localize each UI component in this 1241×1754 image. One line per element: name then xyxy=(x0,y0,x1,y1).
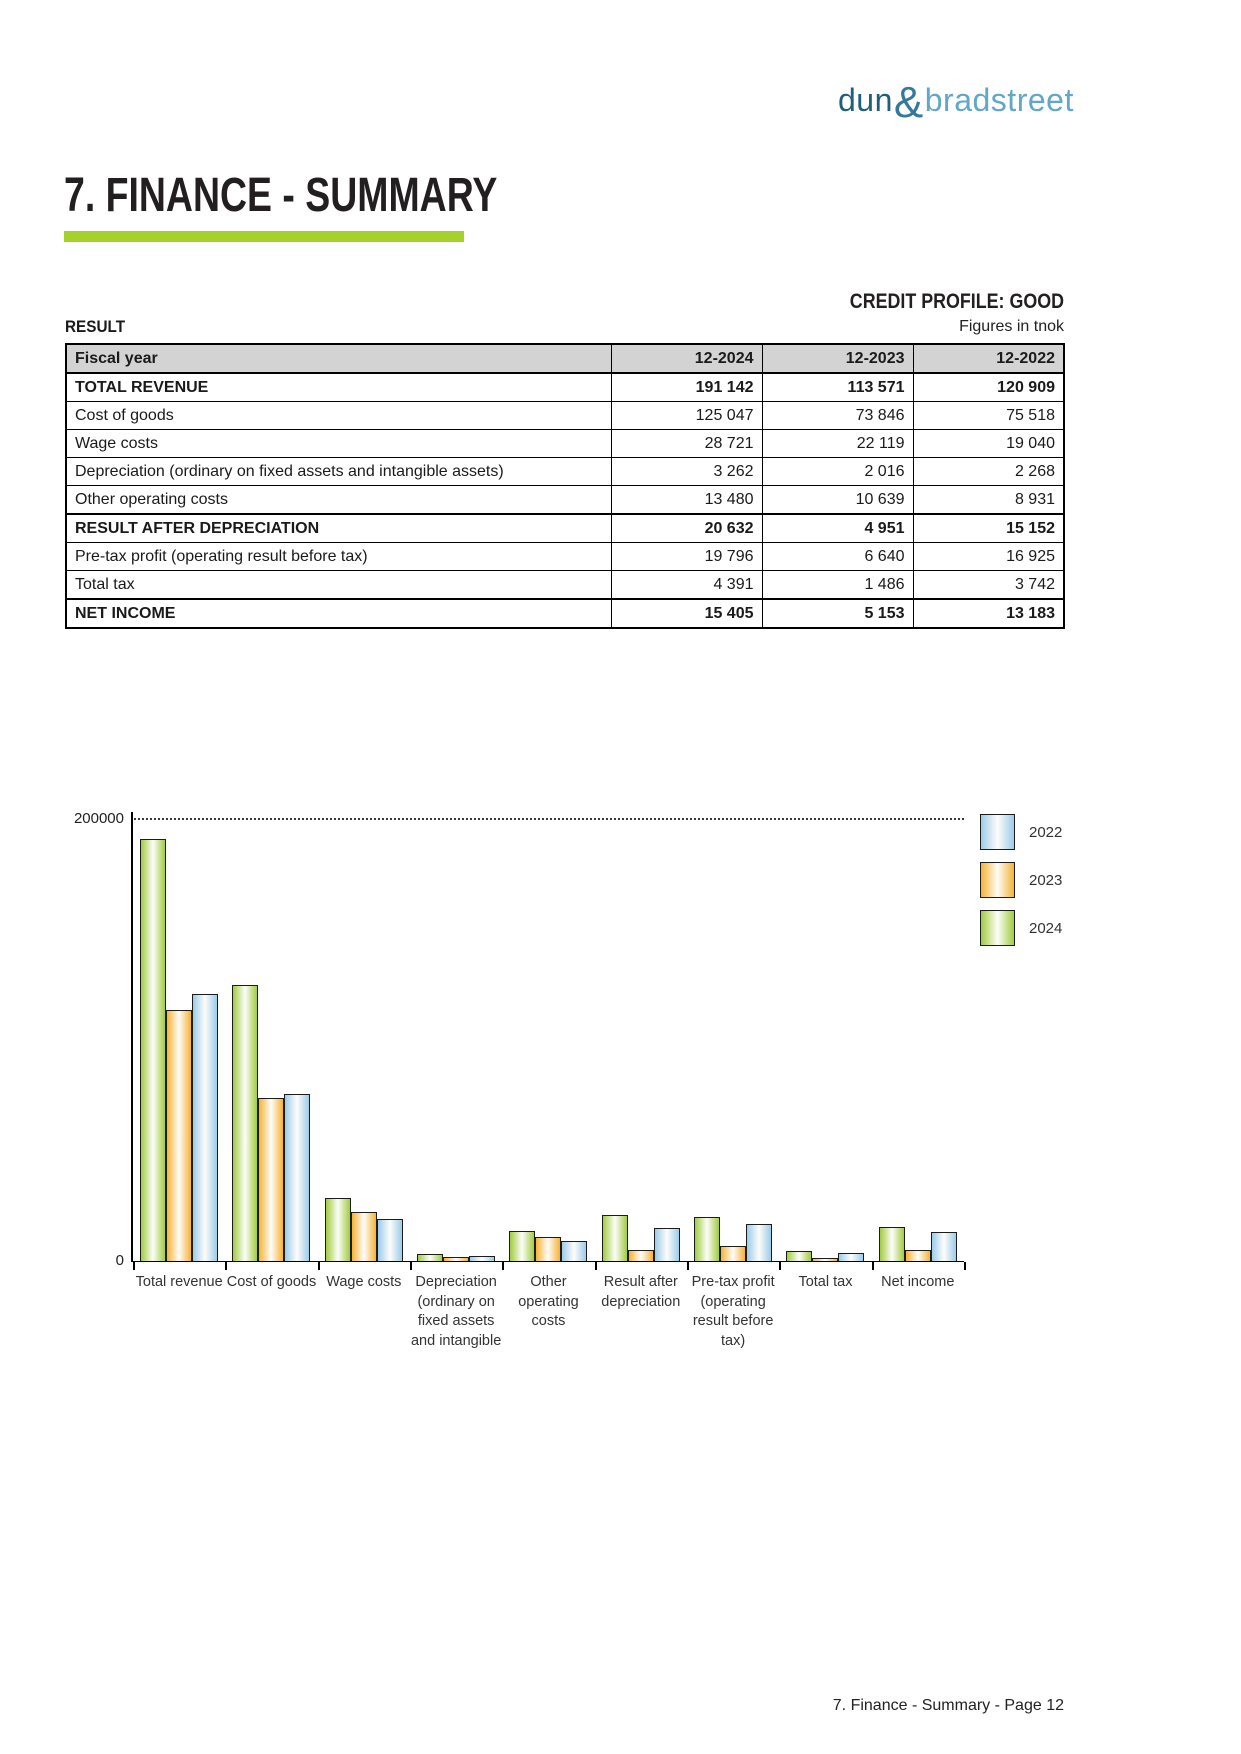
bar-2022 xyxy=(284,1094,310,1261)
title-underline-bar xyxy=(64,231,464,242)
row-value: 20 632 xyxy=(611,514,762,543)
category-label: Wage costs xyxy=(326,1274,402,1290)
bar-2022 xyxy=(561,1241,587,1261)
bar-2023 xyxy=(628,1250,654,1261)
bar-2024 xyxy=(879,1227,905,1261)
row-value: 3 742 xyxy=(913,571,1064,600)
bar-group xyxy=(872,819,964,1290)
bar-2022 xyxy=(931,1232,957,1261)
row-value: 125 047 xyxy=(611,402,762,430)
finance-result-table xyxy=(65,343,1065,629)
logo-ampersand-icon: & xyxy=(893,78,924,127)
logo-text-bradstreet: bradstreet xyxy=(924,82,1074,118)
row-label: Other operating costs xyxy=(66,486,611,515)
axis-tick xyxy=(964,1262,966,1270)
row-value: 113 571 xyxy=(762,373,913,402)
bar-2024 xyxy=(140,839,166,1261)
axis-tick xyxy=(502,1262,504,1270)
category-label: Total revenue xyxy=(135,1274,223,1290)
bar-group xyxy=(133,819,225,1290)
bar-2024 xyxy=(694,1217,720,1261)
table-header-cell: 12-2024 xyxy=(611,344,762,373)
logo-text-dun: dun xyxy=(838,82,893,118)
section-label-result: RESULT xyxy=(65,317,126,336)
axis-tick xyxy=(687,1262,689,1270)
category-label: Depreciation (ordinary on fixed assets and intangible xyxy=(410,1274,502,1349)
y-axis-zero-label: 0 xyxy=(115,1252,124,1269)
axis-tick xyxy=(779,1262,781,1270)
bar-2022 xyxy=(746,1224,772,1261)
table-header-cell: 12-2022 xyxy=(913,344,1064,373)
table-row xyxy=(66,599,1064,628)
bar-2024 xyxy=(325,1198,351,1261)
row-value: 13 480 xyxy=(611,486,762,515)
axis-tick xyxy=(595,1262,597,1270)
legend-swatch-2023 xyxy=(980,862,1015,898)
row-value: 19 796 xyxy=(611,543,762,571)
legend-item xyxy=(980,814,1062,850)
legend-item xyxy=(980,862,1062,898)
bar-2023 xyxy=(812,1258,838,1261)
bar-2022 xyxy=(377,1219,403,1261)
row-label: RESULT AFTER DEPRECIATION xyxy=(66,514,611,543)
row-value: 1 486 xyxy=(762,571,913,600)
bar-2022 xyxy=(838,1253,864,1261)
y-axis-max-label: 200000 xyxy=(73,810,124,827)
row-label: Pre-tax profit (operating result before tax) xyxy=(66,543,611,571)
bar-2022 xyxy=(654,1228,680,1261)
bar-group xyxy=(502,819,594,1329)
table-header-cell: 12-2023 xyxy=(762,344,913,373)
row-value: 16 925 xyxy=(913,543,1064,571)
row-value: 2 016 xyxy=(762,458,913,486)
bar-group xyxy=(225,819,317,1290)
row-value: 120 909 xyxy=(913,373,1064,402)
row-label: Total tax xyxy=(66,571,611,600)
axis-tick xyxy=(133,1262,135,1270)
category-label: Other operating costs xyxy=(518,1274,579,1329)
bar-2022 xyxy=(192,994,218,1261)
row-label: NET INCOME xyxy=(66,599,611,628)
legend-label: 2023 xyxy=(1029,871,1063,889)
axis-tick xyxy=(318,1262,320,1270)
legend-label: 2022 xyxy=(1029,823,1063,841)
finance-bar-chart xyxy=(0,785,1241,1365)
legend-swatch-2022 xyxy=(980,814,1015,850)
bar-2024 xyxy=(417,1254,443,1261)
axis-tick xyxy=(225,1262,227,1270)
category-label: Pre-tax profit (operating result before tax) xyxy=(691,1274,775,1349)
figures-unit-note: Figures in tnok xyxy=(959,318,1064,335)
axis-tick xyxy=(872,1262,874,1270)
row-value: 13 183 xyxy=(913,599,1064,628)
row-value: 10 639 xyxy=(762,486,913,515)
legend-item xyxy=(980,910,1062,946)
page-title: 7. FINANCE - SUMMARY xyxy=(64,169,498,222)
row-value: 15 152 xyxy=(913,514,1064,543)
plot-area xyxy=(133,819,964,1349)
category-label: Cost of goods xyxy=(226,1274,317,1290)
row-label: Cost of goods xyxy=(66,402,611,430)
bar-2024 xyxy=(786,1251,812,1261)
table-row xyxy=(66,373,1064,402)
category-label: Result after depreciation xyxy=(601,1274,681,1310)
table-header-cell: Fiscal year xyxy=(66,344,611,373)
row-value: 75 518 xyxy=(913,402,1064,430)
bar-2023 xyxy=(720,1246,746,1261)
bar-2023 xyxy=(258,1098,284,1261)
bar-group xyxy=(595,819,687,1310)
table-row xyxy=(66,486,1064,515)
bar-group xyxy=(318,819,410,1290)
row-label: Wage costs xyxy=(66,430,611,458)
table-row xyxy=(66,514,1064,543)
legend-swatch-2024 xyxy=(980,910,1015,946)
row-value: 2 268 xyxy=(913,458,1064,486)
table-row xyxy=(66,543,1064,571)
table-header-row xyxy=(66,344,1064,373)
row-value: 6 640 xyxy=(762,543,913,571)
table-row xyxy=(66,458,1064,486)
bar-2024 xyxy=(509,1231,535,1261)
chart-legend xyxy=(980,814,1062,958)
bar-group xyxy=(687,819,779,1349)
bar-2023 xyxy=(351,1212,377,1261)
dnb-logo xyxy=(838,78,1074,127)
bar-2024 xyxy=(602,1215,628,1261)
credit-profile-label: CREDIT PROFILE: GOOD xyxy=(849,290,1064,313)
table-row xyxy=(66,430,1064,458)
x-axis-line xyxy=(131,1261,964,1262)
row-value: 4 951 xyxy=(762,514,913,543)
row-value: 19 040 xyxy=(913,430,1064,458)
row-value: 73 846 xyxy=(762,402,913,430)
bar-group xyxy=(779,819,871,1290)
category-label: Net income xyxy=(881,1274,955,1290)
row-value: 191 142 xyxy=(611,373,762,402)
table-row xyxy=(66,571,1064,600)
axis-tick xyxy=(410,1262,412,1270)
bar-2023 xyxy=(535,1237,561,1261)
page-footer: 7. Finance - Summary - Page 12 xyxy=(832,1697,1064,1714)
row-label: TOTAL REVENUE xyxy=(66,373,611,402)
bar-2023 xyxy=(443,1257,469,1261)
table-row xyxy=(66,402,1064,430)
row-value: 3 262 xyxy=(611,458,762,486)
row-value: 22 119 xyxy=(762,430,913,458)
bar-2023 xyxy=(905,1250,931,1261)
row-value: 5 153 xyxy=(762,599,913,628)
row-value: 15 405 xyxy=(611,599,762,628)
bar-2024 xyxy=(232,985,258,1261)
bar-2023 xyxy=(166,1010,192,1261)
category-label: Total tax xyxy=(798,1274,853,1290)
row-label: Depreciation (ordinary on fixed assets and intangible assets) xyxy=(66,458,611,486)
bar-2022 xyxy=(469,1256,495,1261)
row-value: 4 391 xyxy=(611,571,762,600)
legend-label: 2024 xyxy=(1029,919,1063,937)
row-value: 28 721 xyxy=(611,430,762,458)
row-value: 8 931 xyxy=(913,486,1064,515)
bar-group xyxy=(410,819,502,1349)
